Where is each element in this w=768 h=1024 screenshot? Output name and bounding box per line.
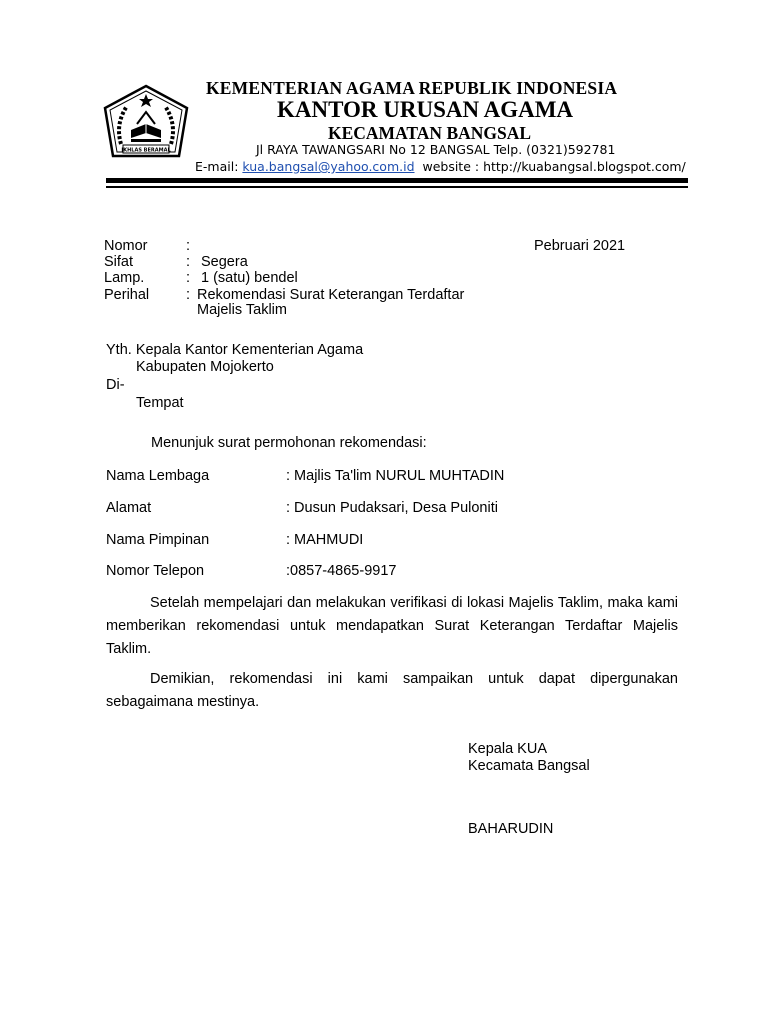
- office-address: Jl RAYA TAWANGSARI No 12 BANGSAL Telp. (0321)592781: [256, 142, 616, 157]
- body-paragraph-1: Setelah mempelajari dan melakukan verifikasi di lokasi Majelis Taklim, maka kami memberikan rekomendasi untuk mendapatkan Surat Keterangan Terdaftar Majelis Taklim.: [106, 595, 678, 657]
- ministry-emblem-logo: [101, 84, 191, 164]
- letterhead-divider-thin: [106, 186, 688, 188]
- meta-value: 1 (satu) bendel: [201, 270, 298, 286]
- field-value: : MAHMUDI: [286, 532, 364, 548]
- letterhead-divider-thick: [106, 178, 688, 183]
- website-url: http://kuabangsal.blogspot.com/: [483, 159, 686, 174]
- signature-title-1: Kepala KUA: [468, 741, 547, 757]
- signatory-name: BAHARUDIN: [468, 821, 554, 837]
- field-label: Alamat: [106, 500, 152, 516]
- body-paragraph-2: Demikian, rekomendasi ini kami sampaikan untuk dapat dipergunakan sebagaimana mestinya.: [106, 671, 678, 710]
- meta-sep: :: [186, 254, 191, 270]
- letter-date: Pebruari 2021: [534, 238, 626, 254]
- signature-title-2: Kecamata Bangsal: [468, 758, 590, 774]
- email-link[interactable]: kua.bangsal@yahoo.com.id: [242, 159, 415, 174]
- meta-label: Nomor: [104, 238, 148, 254]
- field-value: : Dusun Pudaksari, Desa Puloniti: [286, 500, 498, 516]
- office-heading: KANTOR URUSAN AGAMA: [277, 97, 574, 122]
- recipient-line-3: Di-: [106, 377, 125, 393]
- meta-value: Segera: [201, 254, 248, 270]
- recipient-line-1: Yth. Kepala Kantor Kementerian Agama: [106, 342, 364, 358]
- meta-value-cont: Majelis Taklim: [197, 302, 287, 318]
- meta-sep: :: [186, 287, 191, 303]
- ministry-heading: KEMENTERIAN AGAMA REPUBLIK INDONESIA: [206, 78, 618, 98]
- meta-label: Lamp.: [104, 270, 145, 286]
- meta-sep: :: [186, 238, 191, 254]
- recipient-line-4: Tempat: [136, 395, 184, 411]
- field-label: Nama Pimpinan: [106, 532, 210, 548]
- field-label: Nomor Telepon: [106, 563, 205, 579]
- meta-label: Perihal: [104, 287, 150, 303]
- recipient-line-2: Kabupaten Mojokerto: [136, 359, 274, 375]
- meta-sep: :: [186, 270, 191, 286]
- svg-text:IKHLAS BERAMAL: IKHLAS BERAMAL: [121, 147, 171, 154]
- field-label: Nama Lembaga: [106, 468, 210, 484]
- district-heading: KECAMATAN BANGSAL: [328, 123, 532, 143]
- meta-value: Rekomendasi Surat Keterangan Terdaftar: [197, 287, 465, 303]
- email-label: E-mail:: [195, 159, 239, 174]
- field-value: :0857-4865-9917: [286, 563, 397, 579]
- website-label: website :: [422, 159, 480, 174]
- contact-line: [195, 159, 686, 174]
- intro-text: Menunjuk surat permohonan rekomendasi:: [151, 435, 427, 451]
- field-value: : Majlis Ta'lim NURUL MUHTADIN: [286, 468, 505, 484]
- meta-label: Sifat: [104, 254, 134, 270]
